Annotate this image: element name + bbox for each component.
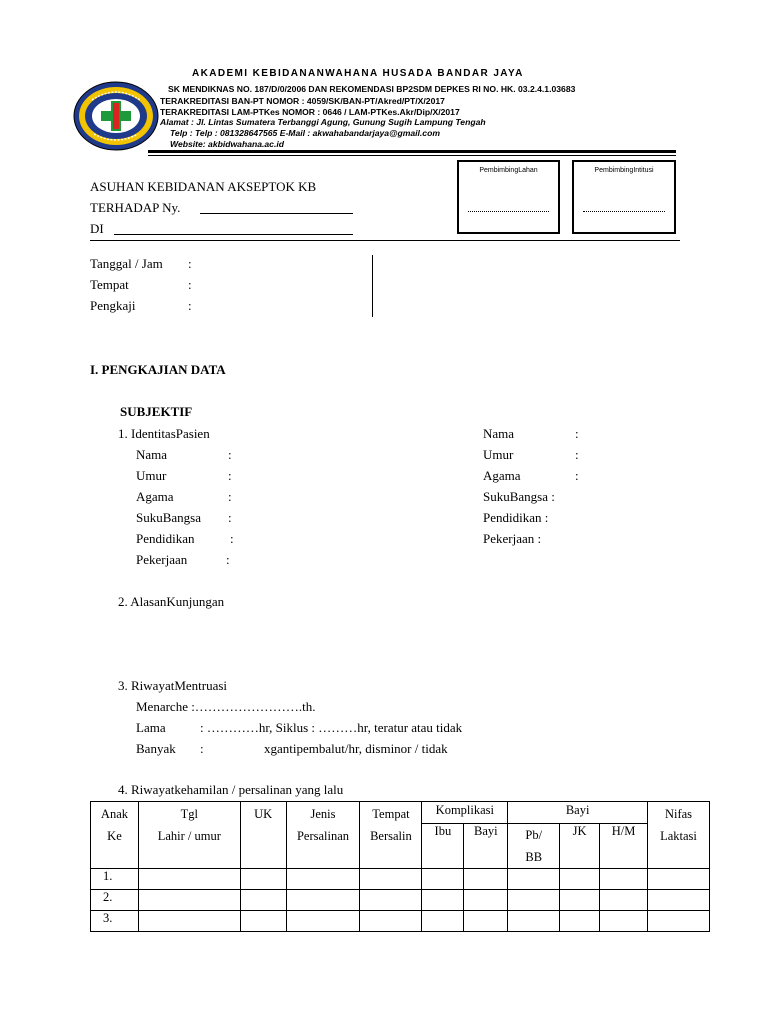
di-blank-line [114, 234, 353, 235]
spouse-pendidikan-label: Pendidikan : [483, 510, 549, 525]
table-cell[interactable] [138, 869, 240, 890]
header-tempat-bersalin: Tempat Bersalin [360, 802, 422, 869]
tempat-colon: : [188, 277, 192, 292]
table-cell[interactable] [600, 869, 648, 890]
row-number: 3. [91, 911, 139, 932]
patient-nama-colon: : [228, 447, 232, 462]
patient-pendidikan-colon: : [230, 531, 234, 546]
signature-line-lahan [468, 211, 549, 212]
table-cell[interactable] [240, 911, 286, 932]
menarche-line: Menarche :…………………….th. [136, 699, 316, 714]
header-komplikasi-ibu: Ibu [422, 824, 464, 869]
pengkaji-label: Pengkaji [90, 298, 136, 313]
lama-label: Lama [136, 720, 166, 735]
table-cell[interactable] [464, 911, 508, 932]
signature-box-pembimbing-institusi [572, 160, 676, 234]
lama-value: : …………hr, Siklus : ………hr, teratur atau tidak [200, 720, 463, 735]
header-bayi: Bayi [508, 802, 648, 824]
header-pb-bb: Pb/ BB [508, 824, 560, 869]
item-riwayat-menstruasi: 3. RiwayatMentruasi [118, 678, 228, 693]
header-line-website: Website: akbidwahana.ac.id [170, 139, 284, 149]
form-title-terhadap: TERHADAP Ny. [90, 200, 181, 215]
table-cell[interactable] [600, 911, 648, 932]
spouse-suku-label: SukuBangsa : [483, 489, 555, 504]
spouse-nama-colon: : [575, 426, 579, 441]
header-uk: UK [240, 802, 286, 869]
patient-nama-label: Nama [136, 447, 168, 462]
table-cell[interactable] [560, 911, 600, 932]
table-cell[interactable] [508, 890, 560, 911]
patient-pendidikan-label: Pendidikan [136, 531, 195, 546]
table-cell[interactable] [360, 911, 422, 932]
signature-line-institusi [583, 211, 665, 212]
patient-suku-colon: : [228, 510, 232, 525]
title-rule [90, 240, 680, 241]
table-cell[interactable] [648, 869, 710, 890]
header-line-alamat: Alamat : Jl. Lintas Sumatera Terbanggi Agung, Gunung Sugih Lampung Tengah [160, 117, 486, 127]
patient-agama-colon: : [228, 489, 232, 504]
header-komplikasi-bayi: Bayi [464, 824, 508, 869]
table-row [91, 869, 710, 890]
table-cell[interactable] [508, 911, 560, 932]
signature-label-institusi: PembimbingIntitusi [594, 167, 654, 174]
table-cell[interactable] [286, 911, 360, 932]
form-title: ASUHAN KEBIDANAN AKSEPTOK KB [90, 179, 317, 194]
table-cell[interactable] [240, 869, 286, 890]
header-hm: H/M [600, 824, 648, 869]
table-cell[interactable] [464, 869, 508, 890]
item-identitas-pasien: 1. IdentitasPasien [118, 426, 210, 441]
table-cell[interactable] [464, 890, 508, 911]
table-cell[interactable] [560, 869, 600, 890]
table-row [91, 890, 710, 911]
form-title-di: DI [90, 221, 104, 236]
tanggal-colon: : [188, 256, 192, 271]
header-line-akreditasi-banpt: TERAKREDITASI BAN-PT NOMOR : 4059/SK/BAN-PT/Akred/PT/X/2017 [160, 96, 445, 106]
table-row [91, 911, 710, 932]
table-cell[interactable] [600, 890, 648, 911]
banyak-label: Banyak [136, 741, 176, 756]
patient-suku-label: SukuBangsa [136, 510, 201, 525]
banyak-colon: : [200, 741, 204, 756]
header-line-sk: SK MENDIKNAS NO. 187/D/0/2006 DAN REKOMENDASI BP2SDM DEPKES RI NO. HK. 03.2.4.1.03683 [168, 84, 576, 94]
header-tgl-lahir: Tgl Lahir / umur [138, 802, 240, 869]
header-rule-thick [148, 150, 676, 153]
pengkaji-colon: : [188, 298, 192, 313]
pregnancy-history-table [90, 801, 710, 932]
header-nifas-laktasi: Nifas Laktasi [648, 802, 710, 869]
spouse-umur-label: Umur [483, 447, 514, 462]
header-line-akreditasi-lamptkes: TERAKREDITASI LAM-PTKes NOMOR : 0646 / LAM-PTKes.Akr/Dip/X/2017 [160, 107, 460, 117]
table-cell[interactable] [560, 890, 600, 911]
banyak-value: xgantipembalut/hr, disminor / tidak [264, 741, 448, 756]
tanggal-label: Tanggal / Jam [90, 256, 163, 271]
table-cell[interactable] [648, 890, 710, 911]
spouse-agama-label: Agama [483, 468, 521, 483]
patient-umur-label: Umur [136, 468, 167, 483]
terhadap-blank-line [200, 213, 353, 214]
spouse-nama-label: Nama [483, 426, 515, 441]
row-number: 2. [91, 890, 139, 911]
spouse-agama-colon: : [575, 468, 579, 483]
signature-box-pembimbing-lahan [457, 160, 560, 234]
meta-divider [372, 255, 373, 317]
header-line-telp: Telp : Telp : 081328647565 E-Mail : akwahabandarjaya@gmail.com [170, 128, 440, 138]
table-cell[interactable] [648, 911, 710, 932]
header-komplikasi: Komplikasi [422, 802, 508, 824]
subjektif-heading: SUBJEKTIF [120, 404, 193, 419]
patient-pekerjaan-colon: : [226, 552, 230, 567]
table-cell[interactable] [508, 869, 560, 890]
table-cell[interactable] [138, 911, 240, 932]
header-jk: JK [560, 824, 600, 869]
item-riwayat-kehamilan: 4. Riwayatkehamilan / persalinan yang lalu [118, 782, 344, 797]
table-cell[interactable] [422, 911, 464, 932]
table-cell[interactable] [422, 890, 464, 911]
table-cell[interactable] [286, 869, 360, 890]
institution-name: AKADEMI KEBIDANANWAHANA HUSADA BANDAR JAYA [192, 68, 524, 79]
table-cell[interactable] [360, 869, 422, 890]
row-number: 1. [91, 869, 139, 890]
table-cell[interactable] [422, 869, 464, 890]
table-cell[interactable] [138, 890, 240, 911]
header-rule-thin [148, 155, 676, 156]
item-alasan-kunjungan: 2. AlasanKunjungan [118, 594, 225, 609]
signature-label-lahan: PembimbingLahan [479, 167, 538, 174]
patient-agama-label: Agama [136, 489, 174, 504]
spouse-pekerjaan-label: Pekerjaan : [483, 531, 542, 546]
header-jenis-persalinan: Jenis Persalinan [286, 802, 360, 869]
table-cell[interactable] [286, 890, 360, 911]
table-cell[interactable] [240, 890, 286, 911]
section-heading: I. PENGKAJIAN DATA [90, 362, 226, 377]
spouse-umur-colon: : [575, 447, 579, 462]
table-cell[interactable] [360, 890, 422, 911]
patient-umur-colon: : [228, 468, 232, 483]
patient-pekerjaan-label: Pekerjaan [136, 552, 188, 567]
tempat-label: Tempat [90, 277, 129, 292]
header-anak-ke: Anak Ke [91, 802, 139, 869]
institution-logo [72, 80, 160, 152]
